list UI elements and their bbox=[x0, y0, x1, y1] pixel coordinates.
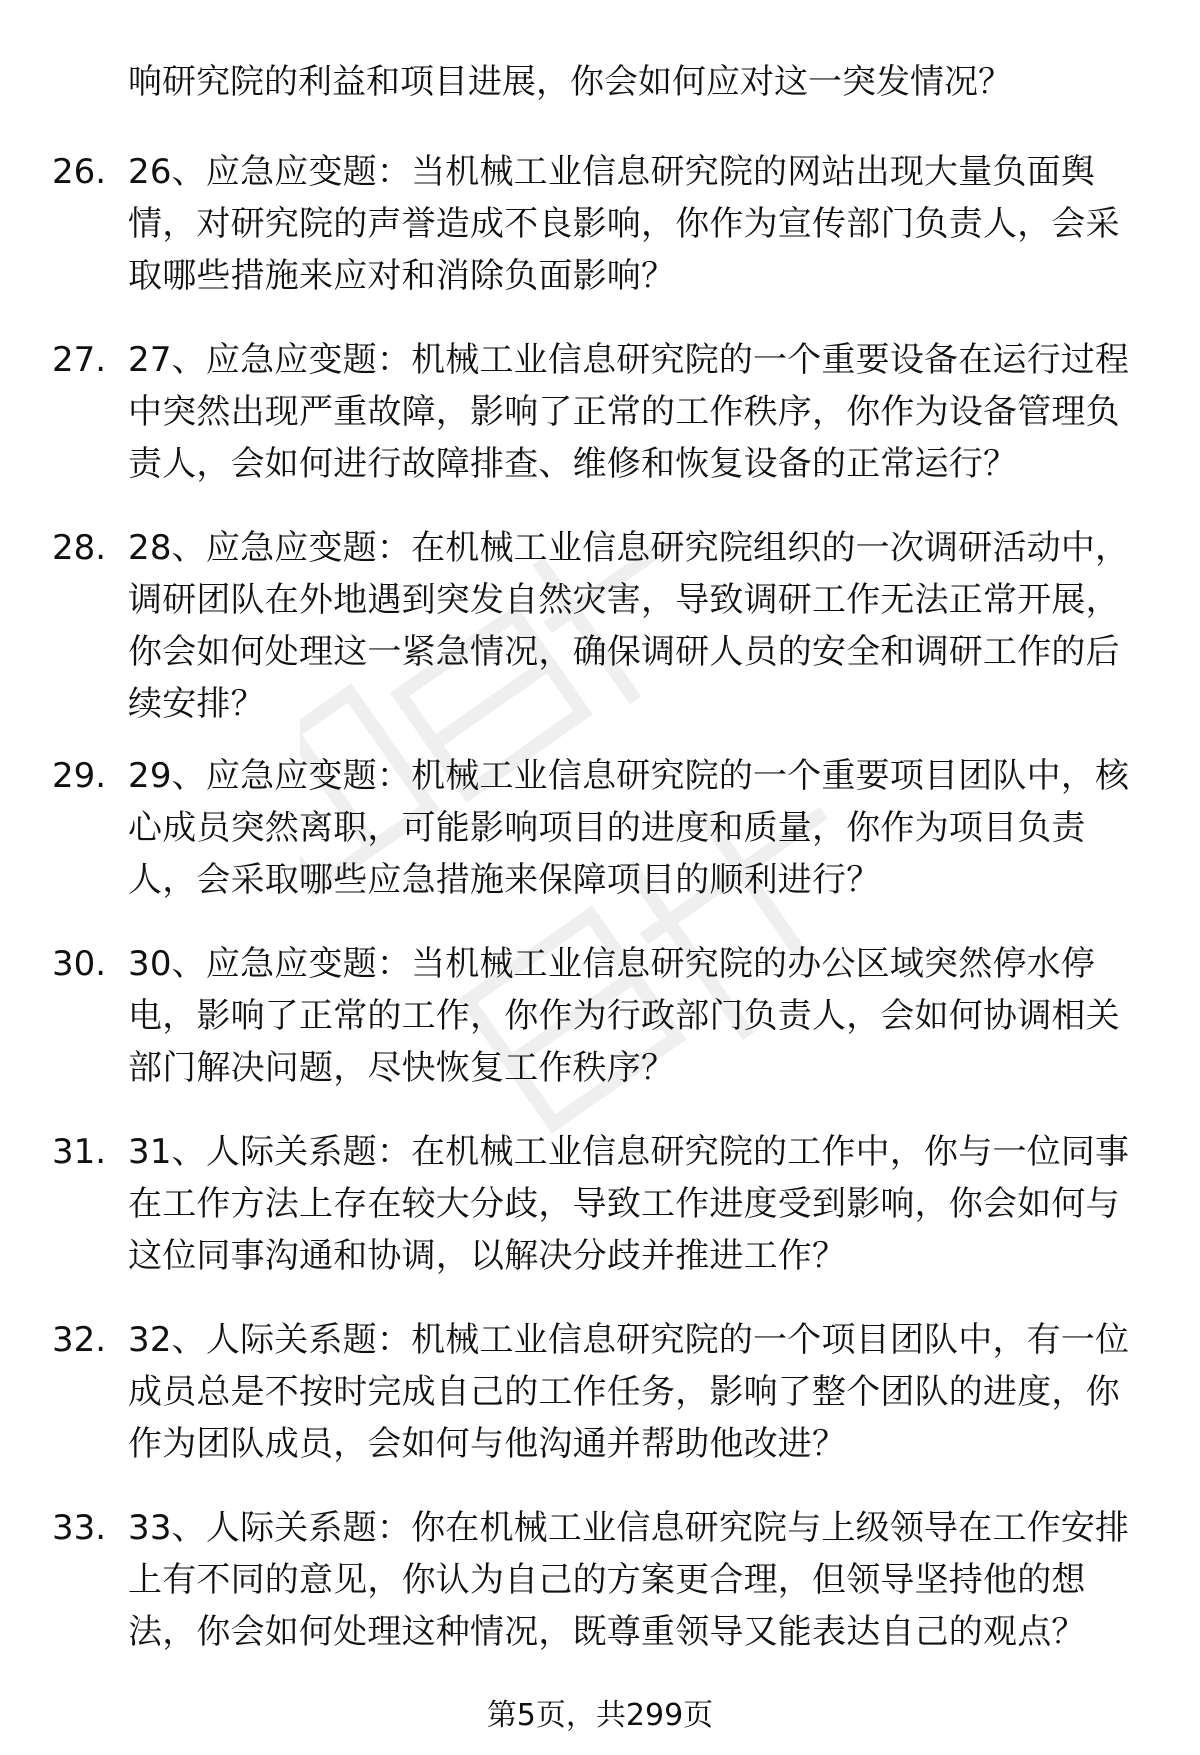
question-text: 29、应急应变题：机械工业信息研究院的一个重要项目团队中，核心成员突然离职，可能影响项目的进度和质量，你作为项目负责人，会采取哪些应急措施来保障项目的顺利进行？ bbox=[128, 756, 1130, 900]
question-item bbox=[0, 140, 1200, 328]
question-text: 33、人际关系题：你在机械工业信息研究院与上级领导在工作安排上有不同的意见，你认为自己的方案更合理，但领导坚持他的想法，你会如何处理这种情况，既尊重领导又能表达自己的观点？ bbox=[128, 1508, 1130, 1652]
continuation-text: 响研究院的利益和项目进展，你会如何应对这一突发情况？ bbox=[128, 62, 1012, 102]
question-text: 26、应急应变题：当机械工业信息研究院的网站出现大量负面舆情，对研究院的声誉造成不良影响，你作为宣传部门负责人，会采取哪些措施来应对和消除负面影响？ bbox=[128, 152, 1120, 296]
question-item bbox=[0, 516, 1200, 744]
question-number: 26. bbox=[52, 152, 107, 192]
question-text: 30、应急应变题：当机械工业信息研究院的办公区域突然停水停电，影响了正常的工作，你作为行政部门负责人，会如何协调相关部门解决问题，尽快恢复工作秩序？ bbox=[128, 944, 1120, 1088]
question-number: 32. bbox=[52, 1320, 107, 1360]
question-number: 29. bbox=[52, 756, 107, 796]
question-number: 27. bbox=[52, 340, 107, 380]
question-number: 33. bbox=[52, 1508, 107, 1548]
question-text: 27、应急应变题：机械工业信息研究院的一个重要设备在运行过程中突然出现严重故障，影响了正常的工作秩序，你作为设备管理负责人，会如何进行故障排查、维修和恢复设备的正常运行？ bbox=[128, 340, 1130, 484]
question-text: 31、人际关系题：在机械工业信息研究院的工作中，你与一位同事在工作方法上存在较大分歧，导致工作进度受到影响，你会如何与这位同事沟通和协调，以解决分歧并推进工作？ bbox=[128, 1132, 1130, 1276]
question-item bbox=[0, 932, 1200, 1120]
question-item bbox=[0, 328, 1200, 516]
question-text: 28、应急应变题：在机械工业信息研究院组织的一次调研活动中，调研团队在外地遇到突发自然灾害，导致调研工作无法正常开展，你会如何处理这一紧急情况，确保调研人员的安全和调研工作的后续安排？ bbox=[128, 528, 1130, 724]
question-number: 28. bbox=[52, 528, 107, 568]
question-item bbox=[0, 1496, 1200, 1724]
question-item bbox=[0, 1308, 1200, 1496]
question-item bbox=[0, 1120, 1200, 1308]
question-text: 32、人际关系题：机械工业信息研究院的一个项目团队中，有一位成员总是不按时完成自己的工作任务，影响了整个团队的进度，你作为团队成员，会如何与他沟通并帮助他改进？ bbox=[128, 1320, 1130, 1464]
question-list bbox=[0, 140, 1200, 1724]
question-item bbox=[0, 744, 1200, 932]
page-footer: 第5页，共299页 bbox=[486, 1698, 714, 1733]
question-number: 30. bbox=[52, 944, 107, 984]
question-number: 31. bbox=[52, 1132, 107, 1172]
